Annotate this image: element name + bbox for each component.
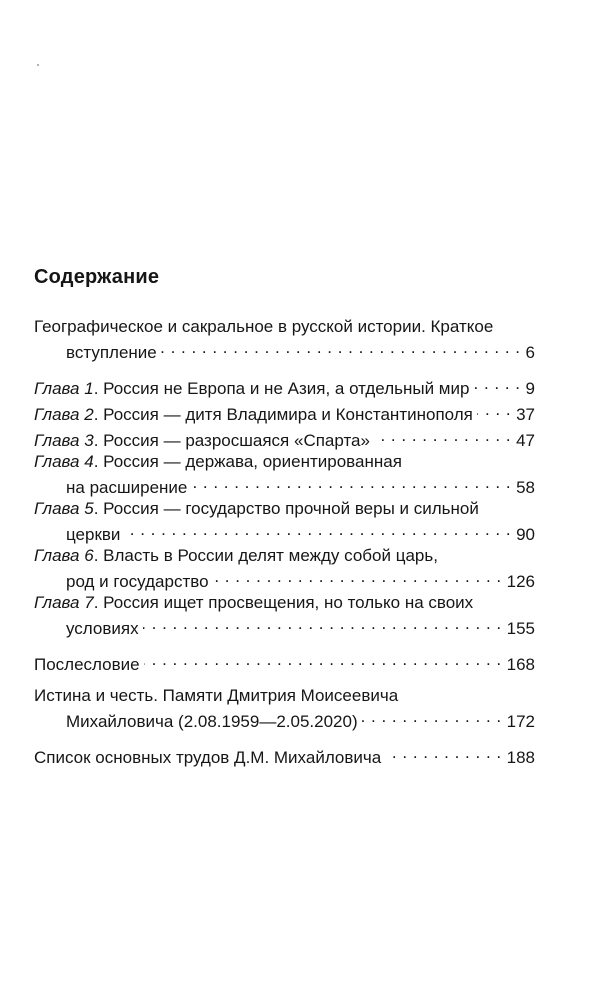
toc-entry-title-line-1: Власть в России делят между собой царь, [103, 546, 438, 565]
toc-page-number: 58 [516, 478, 535, 497]
toc-page-number: 126 [506, 572, 535, 591]
toc-page-number: 155 [506, 619, 535, 638]
dot-leader [161, 337, 521, 358]
page-title: Содержание [34, 266, 160, 288]
toc-entry-title-line-2: церкви [66, 525, 121, 544]
toc-entry-chapter-2[interactable]: Глава 2. Россия — дитя Владимира и Константинополя . . . 37 [34, 399, 535, 425]
dot-leader [143, 613, 502, 634]
toc-entry-title-line-1: Россия — держава, ориентированная [103, 452, 402, 471]
toc-entry-title-line-2: вступление [66, 343, 157, 362]
toc-entry-title-line-1: Россия ищет просвещения, но только на своих [103, 593, 474, 612]
toc-entry-chapter-6[interactable]: Глава 6. Власть в России делят между собой царь, род и государство . . . 126 [34, 545, 535, 592]
dot-leader [144, 649, 502, 670]
toc-entry-afterword[interactable] [34, 649, 535, 675]
chapter-label: Глава 3 [34, 431, 94, 450]
toc-entry-title-line-2: на расширение [66, 478, 188, 497]
dot-leader [374, 425, 511, 446]
toc-page-number: 37 [516, 405, 535, 424]
chapter-label: Глава 4 [34, 452, 94, 471]
chapter-label: Глава 1 [34, 379, 94, 398]
toc-page-number: 168 [506, 655, 535, 674]
toc-entry-title-line-1: Истина и честь. Памяти Дмитрия Моисеевича [34, 686, 399, 705]
dot-leader [477, 399, 511, 420]
toc-page-number: 90 [516, 525, 535, 544]
chapter-label: Глава 6 [34, 546, 94, 565]
toc-entry-chapter-3[interactable]: Глава 3. Россия — разросшаяся «Спарта» . . . 47 [34, 425, 535, 451]
toc-entry-chapter-1[interactable]: Глава 1. Россия не Европа и не Азия, а отдельный мир . . . 9 [34, 373, 535, 399]
chapter-label: Глава 7 [34, 593, 94, 612]
toc-entry-title: Россия не Европа и не Азия, а отдельный мир [103, 379, 470, 398]
toc-entry-title-line-2: Михайловича (2.08.1959—2.05.2020) [66, 712, 358, 731]
toc-entry-title-line-1: Географическое и сакральное в русской истории. Краткое [34, 317, 494, 336]
toc-entry-title-line-2: род и государство [66, 572, 209, 591]
dot-leader [213, 566, 502, 587]
chapter-label: Глава 2 [34, 405, 94, 424]
toc-entry-introduction[interactable] [34, 316, 535, 363]
toc-entry-chapter-4[interactable]: Глава 4. Россия — держава, ориентированная на расширение . . . 58 [34, 451, 535, 498]
toc-page-number: 188 [506, 748, 535, 767]
dot-leader [124, 519, 511, 540]
toc-entry-title-line-1: Россия — государство прочной веры и сильной [103, 499, 479, 518]
paper-speck [37, 64, 39, 66]
toc-entry-chapter-7[interactable]: Глава 7. Россия ищет просвещения, но только на своих условиях . . . 155 [34, 592, 535, 639]
dot-leader [362, 706, 502, 727]
toc-entry-chapter-5[interactable]: Глава 5. Россия — государство прочной веры и сильной церкви . . . 90 [34, 498, 535, 545]
toc-entry-title: Россия — дитя Владимира и Константинополя [103, 405, 473, 424]
toc-entry-memoriam[interactable] [34, 685, 535, 732]
toc-entry-title: Послесловие [34, 655, 140, 674]
toc-entry-title: Список основных трудов Д.М. Михайловича [34, 748, 382, 767]
toc-entry-title-line-2: условиях [66, 619, 139, 638]
toc-page-number: 172 [506, 712, 535, 731]
dot-leader [191, 472, 511, 493]
toc-page-number: 9 [525, 379, 535, 398]
dot-leader [385, 742, 501, 763]
table-of-contents [34, 316, 535, 768]
chapter-label: Глава 5 [34, 499, 94, 518]
toc-page-number: 6 [525, 343, 535, 362]
dot-leader [473, 373, 520, 394]
toc-entry-title: Россия — разросшаяся «Спарта» [103, 431, 370, 450]
toc-entry-bibliography[interactable] [34, 742, 535, 768]
toc-page-number: 47 [516, 431, 535, 450]
